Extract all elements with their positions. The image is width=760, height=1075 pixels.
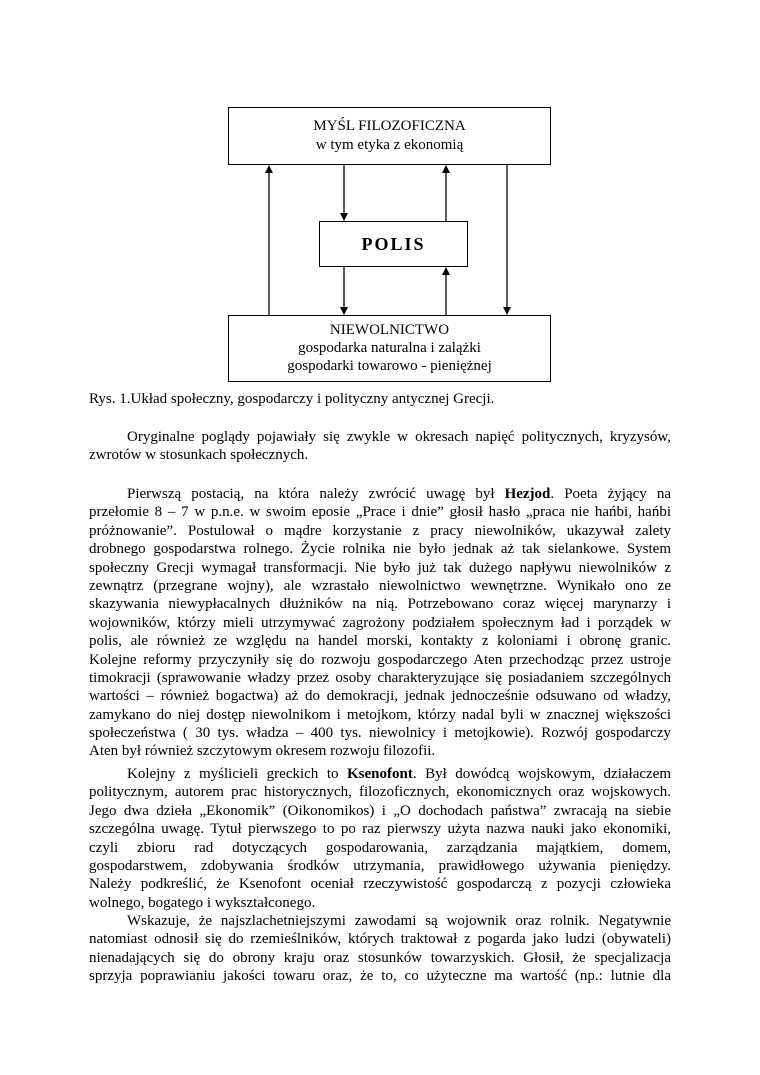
text-line: nienadających się do obrony kraju oraz stosunków towarzyskich. Głosił, że specjalizacja	[89, 949, 671, 966]
text-line	[89, 765, 671, 783]
text-line: gospodarstwem, zdobywania środków utrzymania, prawidłowego używania pieniędzy.	[89, 857, 671, 874]
text-line: Kolejne reformy przyczyniły się do rozwoju gospodarczego Aten przechodząc przez ustroje	[89, 651, 671, 668]
author-name-ksenofont: Ksenofont	[347, 766, 413, 782]
text-line: Aten był również szczytowym okresem rozwoju filozofii.	[89, 743, 436, 760]
text-run: . Poeta żyjący na	[550, 486, 671, 502]
text-line: polis, ale również ze względu na handel morski, kontakty z koloniami i obronę granic.	[89, 633, 671, 650]
text-line: wojowników, którzy mieli utrzymywać zagrożony podziałem społecznym ład i porządek w	[89, 614, 671, 631]
philosophy-title: MYŚL FILOZOFICZNA	[313, 118, 466, 134]
paragraph-1	[89, 428, 671, 465]
text-line: wartości – również bogactwa) aż do demokracji, jednak jednocześnie odsuwano od władzy,	[89, 688, 671, 705]
text-line: drobnego gospodarstwa rolnego. Życie rolnika nie było jednak aż tak sielankowe. System	[89, 541, 671, 558]
text-line	[89, 485, 671, 503]
slavery-line-2: gospodarka naturalna i zalążki	[298, 340, 481, 356]
text-line: timokracji (sprawowanie władzy przez osoby charakteryzujące się posiadaniem szczególnych	[89, 669, 671, 686]
polis-diagram	[0, 0, 760, 390]
text-line: politycznym, autorem prac historycznych, filozoficznych, ekonomicznych oraz wojskowych.	[89, 784, 671, 801]
text-line: społeczny Grecji wymagał transformacji. Nie było już tak dużego napływu niewolników z	[89, 559, 671, 576]
text-line: sprzyja poprawianiu jakości towaru oraz, że to, co użyteczne ma wartość (np.: lutnie dla	[89, 968, 671, 985]
text-line: przełomie 8 – 7 w p.n.e. w swoim eposie „Prace i dnie” głosił hasło „praca nie hańbi, hańbi	[89, 504, 671, 521]
paragraph-2	[89, 485, 671, 761]
text-line: zewnątrz (przegrane wojny), ale wzrastało niewolnictwo wewnętrzne. Wynikało ono ze	[89, 577, 671, 594]
text-line: Wskazuje, że najszlachetniejszymi zawodami są wojownik oraz rolnik. Negatywnie	[127, 913, 671, 929]
text-line: natomiast odnosił się do rzemieślników, których traktował z pogarda jako ludzi (obywateli)	[89, 931, 671, 948]
paragraph-4	[89, 912, 671, 986]
text-line: społeczeństwa ( 30 tys. władza – 400 tys. niewolnicy i metojkowie). Rozwój gospodarczy	[89, 725, 671, 742]
polis-box	[319, 221, 468, 267]
text-line: Oryginalne poglądy pojawiały się zwykle w okresach napięć politycznych, kryzysów,	[127, 429, 671, 445]
text-run: Pierwszą postacią, na która należy zwrócić uwagę był	[127, 486, 505, 502]
text-line: czyli zbioru rad dotyczących gospodarowania, zarządzania majątkiem, domem,	[89, 839, 671, 856]
text-line: zamykano do niej dostęp niewolnikom i metojkom, którzy nadal byli w znacznej większości	[89, 706, 671, 723]
slavery-line-3: gospodarki towarowo - pieniężnej	[287, 358, 492, 374]
text-line: skazywania niewypłacalnych dłużników na nią. Potrzebowano coraz więcej marynarzy i	[89, 596, 671, 613]
philosophy-box	[228, 107, 551, 165]
text-line: wolnego, bogatego i wykształconego.	[89, 894, 316, 911]
text-line: Należy podkreślić, że Ksenofont oceniał rzeczywistość gospodarczą z pozycji człowieka	[89, 876, 671, 893]
text-line: próżnowanie”. Postulował o mądre korzystanie z pracy niewolników, ukazywał zalety	[89, 522, 671, 539]
philosophy-subtitle: w tym etyka z ekonomią	[315, 137, 464, 153]
slavery-box	[228, 315, 551, 382]
text-line: Jego dwa dzieła „Ekonomik” (Oikonomikos) i „O dochodach państwa” zwracają na siebie	[89, 802, 671, 819]
figure-caption: Rys. 1.Układ społeczny, gospodarczy i polityczny antycznej Grecji.	[89, 391, 495, 407]
polis-label: POLIS	[361, 234, 426, 254]
text-line: zwrotów w stosunkach społecznych.	[89, 447, 309, 464]
text-run: . Był dowódcą wojskowym, działaczem	[412, 766, 671, 782]
text-run: Kolejny z myślicieli greckich to	[127, 766, 347, 782]
slavery-title: NIEWOLNICTWO	[329, 322, 450, 338]
paragraph-3	[89, 765, 671, 912]
text-line: szczególna uwagę. Tytuł pierwszego to po raz pierwszy użyta nazwa nauki jako ekonomiki,	[89, 821, 671, 838]
author-name-hezjod: Hezjod	[504, 486, 551, 502]
